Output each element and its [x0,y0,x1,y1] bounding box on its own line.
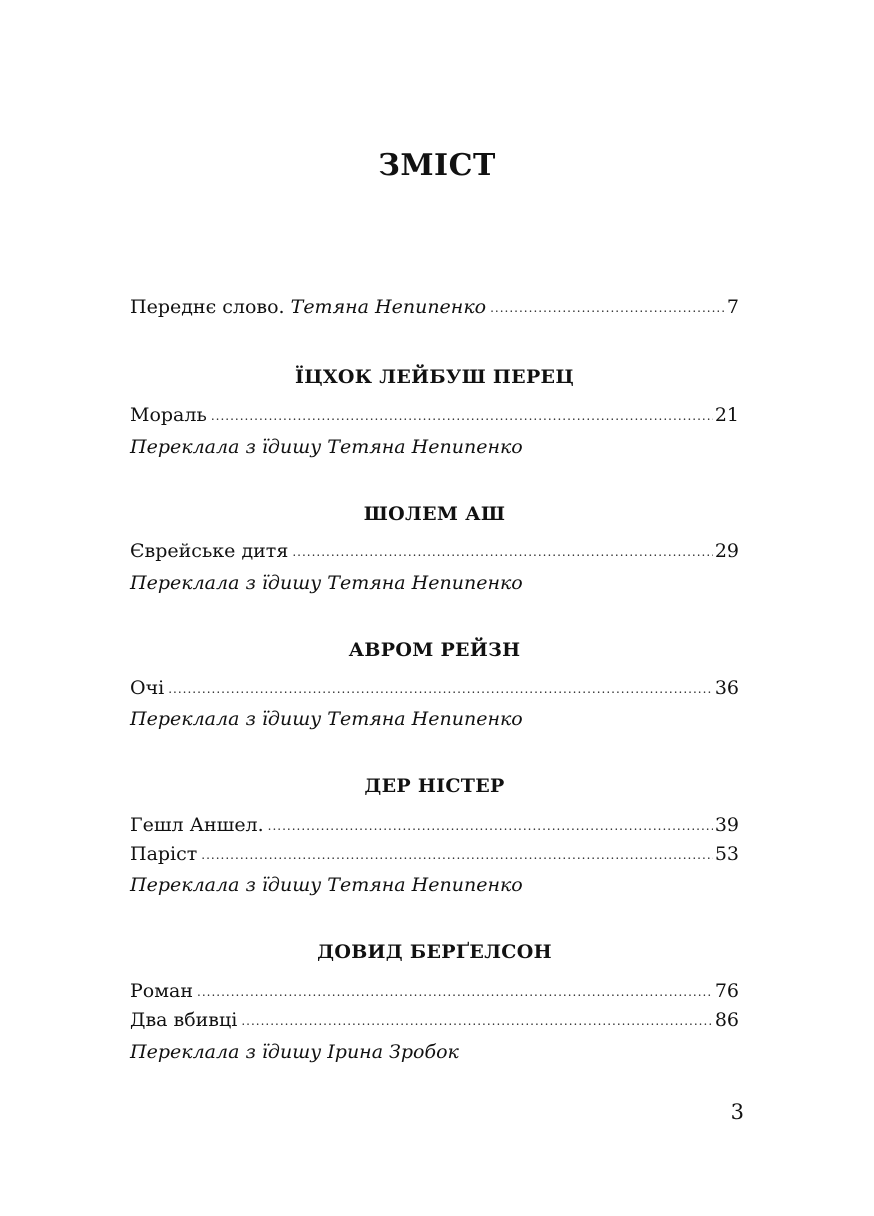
toc-page-number: 86 [714,1009,739,1031]
toc-entry [130,980,739,1010]
toc-entry [130,540,739,570]
toc-entry [130,814,739,844]
dot-leader [201,842,713,864]
dot-leader [168,676,713,698]
toc-entry [130,843,739,873]
dot-leader [292,539,713,561]
toc-page-number: 39 [714,814,739,836]
section-author: ШОЛЕМ АШ [363,503,506,525]
dot-leader [211,403,713,425]
page-title: ЗМІСТ [378,148,496,183]
toc-page-number: 36 [714,677,739,699]
section-author: ДОВИД БЕРҐЕЛСОН [317,941,552,963]
toc-entry-preface [130,296,739,326]
section-author: ДЕР НІСТЕР [364,775,505,797]
toc-entry-label: Переднє слово. Тетяна Непипенко [130,296,487,318]
toc-entry-label: Єврейське дитя [130,540,289,562]
toc-entry-label: Очі [130,677,165,699]
toc-page-number: 76 [714,980,739,1002]
section-translator: Переклала з їдишу Тетяна Непипенко [130,708,523,730]
toc-page-number: 21 [714,404,739,426]
section-translator: Переклала з їдишу Ірина Зробок [130,1041,459,1063]
toc-entry [130,404,739,434]
toc-entry-label: Мораль [130,404,207,426]
dot-leader [241,1008,713,1030]
section-translator: Переклала з їдишу Тетяна Непипенко [130,874,523,896]
toc-entry-label: Роман [130,980,193,1002]
dot-leader [490,295,725,317]
toc-entry-label: Два вбивці [130,1009,238,1031]
toc-entry-label: Гешл Аншел. [130,814,264,836]
toc-page-number: 7 [726,296,739,318]
section-author: ЇЦХОК ЛЕЙБУШ ПЕРЕЦ [295,366,574,388]
dot-leader [197,979,713,1001]
toc-entry [130,1009,739,1039]
section-translator: Переклала з їдишу Тетяна Непипенко [130,572,523,594]
section-author: АВРОМ РЕЙЗН [348,639,521,661]
toc-page-number: 53 [714,843,739,865]
page-number: 3 [730,1100,744,1124]
toc-entry-author: Тетяна Непипенко [290,296,487,318]
section-translator: Переклала з їдишу Тетяна Непипенко [130,436,523,458]
dot-leader [268,813,713,835]
toc-page-number: 29 [714,540,739,562]
toc-entry-label: Паріст [130,843,198,865]
toc-entry [130,677,739,707]
